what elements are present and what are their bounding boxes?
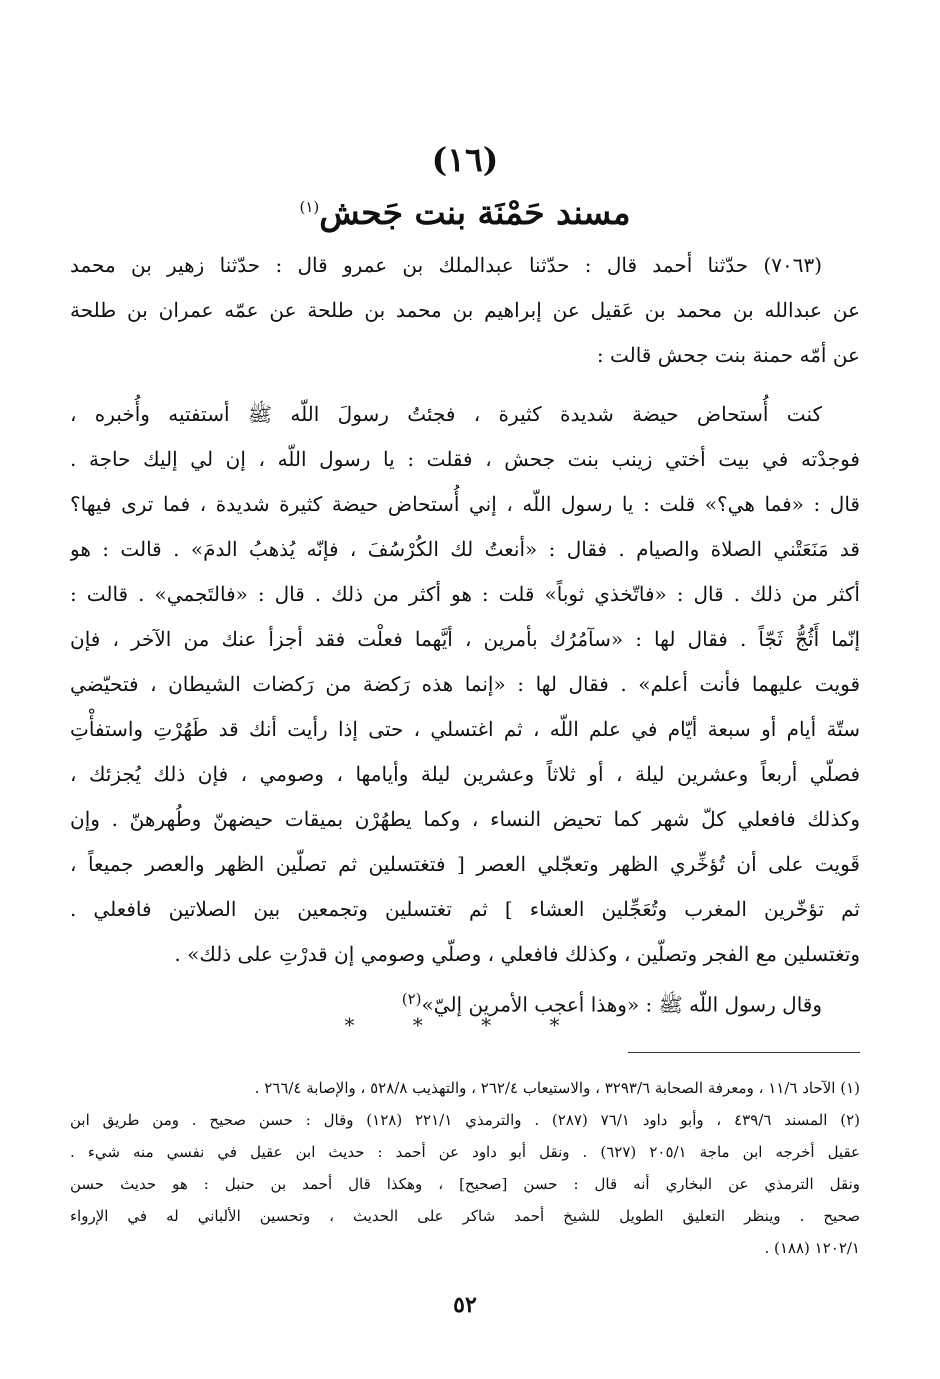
footnote-ref-1[interactable]: (١)	[299, 198, 320, 216]
matn-line: وكذلك فافعلي كلّ شهر كما تحيض النساء ، وكما يطهُرْن بميقات حيضهنّ وطُهرهنّ . وإن	[70, 807, 860, 831]
matn-line: أكثر من ذلك . قال : «فاتّخذي ثوباً» قلت : هو أكثر من ذلك . قال : «فالتَجمي» . قالت :	[70, 582, 860, 606]
footnotes	[70, 1072, 860, 1264]
footnote-2-line: عقيل أخرجه ابن ماجة ٢٠٥/١ (٦٢٧) . ونقل أبو داود عن أحمد : حديث ابن عقيل في نفسي منه شيء .	[70, 1143, 860, 1161]
footnote-2-line: ونقل الترمذي عن البخاري أنه قال : حسن [صحيح] ، وهكذا قال أحمد بن حنبل : هو حديث حسن	[70, 1175, 860, 1193]
footnote-2-line: ١٢٠٢/١ (١٨٨) .	[764, 1239, 860, 1257]
page-number: ٥٢	[453, 1292, 477, 1318]
matn-line: قويت عليهما فأنت أعلم» . فقال لها : «إنما هذه رَكضة من رَكضات الشيطان ، فتحيّضي	[70, 672, 860, 696]
section-separator: * * * *	[344, 1013, 586, 1037]
chapter-number: (١٦)	[431, 140, 499, 179]
matn-line: ثم تؤخّرين المغرب وتُعَجِّلين العشاء ] ثم تغتسلين وتجمعين بين الصلاتين فافعلي .	[70, 897, 860, 921]
hadith-text	[70, 243, 860, 1022]
isnad-line: (٧٠٦٣) حدّثنا أحمد قال : حدّثنا عبدالملك بن عمرو قال : حدّثنا زهير بن محمد	[70, 253, 822, 277]
footnote-divider	[628, 1052, 860, 1053]
matn-line: كنت أُستحاض حيضة شديدة كثيرة ، فجئتُ رسولَ اللّه ﷺ أستفتيه وأُخبره ،	[70, 402, 822, 426]
chapter-title-text: مسند حَمْنَة بنت جَحش	[319, 193, 631, 232]
closing-line-text: وقال رسول اللّه ﷺ : «وهذا أعجب الأمرين إليّ»	[421, 992, 822, 1017]
isnad-line: عن عبدالله بن محمد بن عَقيل عن إبراهيم بن محمد بن طلحة عن عمّه عمران بن طلحة	[70, 298, 860, 322]
matn-line: إنّما أَثُجُّ ثَجّاً . فقال لها : «سآمُرُك بأمرين ، أيَّهما فعلْت فقد أجزأ عنك من الآخر ، فإن	[70, 627, 860, 651]
matn-line: فوجدْته في بيت أختي زينب بنت جحش ، فقلت : يا رسول اللّه ، إن لي إليك حاجة .	[70, 447, 860, 471]
matn-line: قال : «فما هي؟» قلت : يا رسول اللّه ، إني أُستحاض حيضة كثيرة شديدة ، فما ترى فيها؟	[70, 492, 860, 516]
footnote-2-line: (٢) المسند ٤٣٩/٦ ، وأبو داود ٧٦/١ (٢٨٧) . والترمذي ٢٢١/١ (١٢٨) وقال : حسن صحيح . ومن طريق ابن	[70, 1111, 860, 1129]
footnote-2-line: صحيح . وينظر التعليق الطويل للشيخ أحمد شاكر على الحديث ، وتحسين الألباني له في الإرواء	[70, 1207, 860, 1225]
footnote-1: (١) الآحاد ١١/٦ ، ومعرفة الصحابة ٣٢٩٣/٦ ، والاستيعاب ٢٦٢/٤ ، والتهذيب ٥٢٨/٨ ، والإصابة ٢٦٦/٤ .	[254, 1079, 860, 1097]
footnote-ref-2[interactable]: (٢)	[401, 990, 422, 1008]
book-page	[70, 0, 860, 1379]
matn-line: قَويت على أن تُؤخِّري الظهر وتعجّلي العصر [ فتغتسلين ثم تصلّين الظهر والعصر جميعاً ،	[70, 852, 860, 876]
matn-line: ستّة أيام أو سبعة أيّام في علم اللّه ، ثم اغتسلي ، حتى إذا رأيت أنك قد طَهُرْتِ واستفأْتِ	[70, 717, 860, 741]
matn-line: فصلّي أربعاً وعشرين ليلة ، أو ثلاثاً وعشرين ليلة وأيامها ، وصومي ، فإن ذلك يُجزئك ،	[70, 762, 860, 786]
chapter-title	[70, 184, 860, 236]
isnad-line: عن أمّه حمنة بنت جحش قالت :	[596, 343, 860, 367]
matn-line: قد مَنَعَتْني الصلاة والصيام . فقال : «أنعتُ لك الكُرْسُفَ ، فإنّه يُذهبُ الدمَ» . قالت : هو	[70, 537, 860, 561]
matn-line: وتغتسلين مع الفجر وتصلّين ، وكذلك فافعلي ، وصلّي وصومي إن قدرْتِ على ذلك» .	[174, 942, 860, 966]
